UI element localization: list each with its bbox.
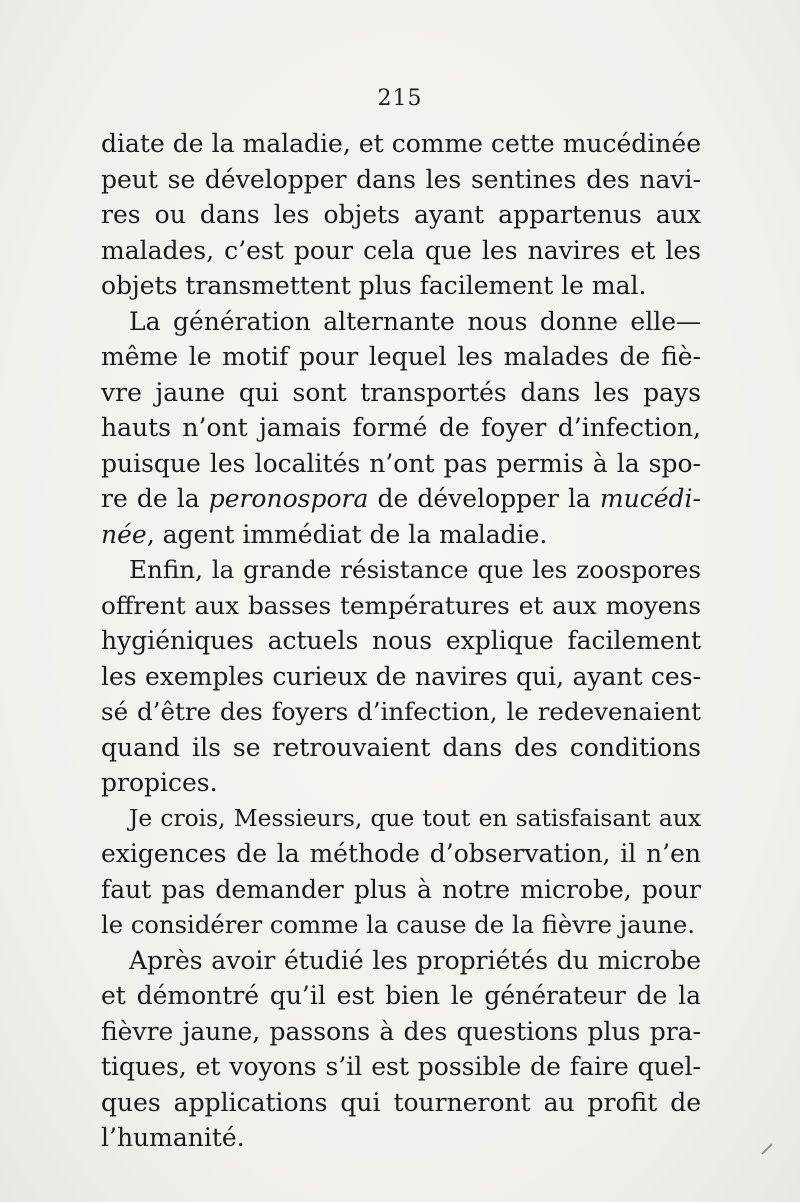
text-line: faut pas demander plus à notre microbe, pour (101, 874, 701, 904)
margin-mark (761, 1143, 772, 1154)
italic-term: mucédi- (599, 484, 701, 513)
text-line: Je crois, Messieurs, que tout en satisfaisant aux (129, 803, 701, 832)
text-line: tiques, et voyons s’il est possible de faire quel- (101, 1052, 701, 1081)
text-line: exigences de la méthode d’observation, il n’en (101, 839, 701, 868)
text-line: hygiéniques actuels nous explique facilement (101, 626, 701, 655)
text-line: peut se développer dans les sentines des navi- (101, 164, 701, 194)
italic-term: née (101, 519, 147, 549)
text-line: res ou dans les objets ayant appartenus aux (101, 200, 701, 229)
text-fragment: , agent immédiat de la maladie. (146, 519, 548, 549)
text-line (101, 517, 701, 553)
italic-term: peronospora (208, 484, 369, 513)
text-line: diate de la maladie, et comme cette mucédinée (101, 129, 701, 158)
text-line: même le motif pour lequel les malades de fiè- (101, 342, 701, 371)
text-line: le considérer comme la cause de la fièvre jaune. (101, 910, 695, 939)
text-line: fièvre jaune, passons à des questions plus pra- (101, 1016, 701, 1046)
text-line: l’humanité. (101, 1123, 245, 1152)
text-line: puisque les localités n’ont pas permis à la spo- (101, 448, 701, 478)
text-line: sé d’être des foyers d’infection, le redevenaient (101, 697, 701, 726)
text-line: propices. (101, 768, 218, 797)
text-line: La génération alternante nous donne elle— (129, 306, 701, 336)
text-line (101, 481, 701, 517)
text-fragment: de développer la (368, 484, 600, 513)
page-number: 215 (377, 86, 423, 111)
text-line: vre jaune qui sont transportés dans les pays (101, 377, 701, 407)
text-line: objets transmettent plus facilement le mal. (101, 271, 647, 300)
text-line: et démontré qu’il est bien le générateur de la (101, 981, 701, 1010)
text-line: les exemples curieux de navires qui, ayant ces- (101, 661, 701, 691)
text-line: Après avoir étudié les propriétés du microbe (129, 945, 701, 975)
text-line: quand ils se retrouvaient dans des conditions (101, 732, 701, 762)
text-fragment: re de la (101, 484, 209, 513)
text-line: offrent aux basses températures et aux moyens (101, 590, 701, 620)
text-line: hauts n’ont jamais formé de foyer d’infection, (101, 413, 701, 442)
text-line: Enfin, la grande résistance que les zoospores (129, 555, 701, 584)
text-line: malades, c’est pour cela que les navires et les (101, 235, 701, 265)
body-text (101, 126, 701, 1156)
text-line: ques applications qui tourneront au profit de (101, 1087, 701, 1117)
